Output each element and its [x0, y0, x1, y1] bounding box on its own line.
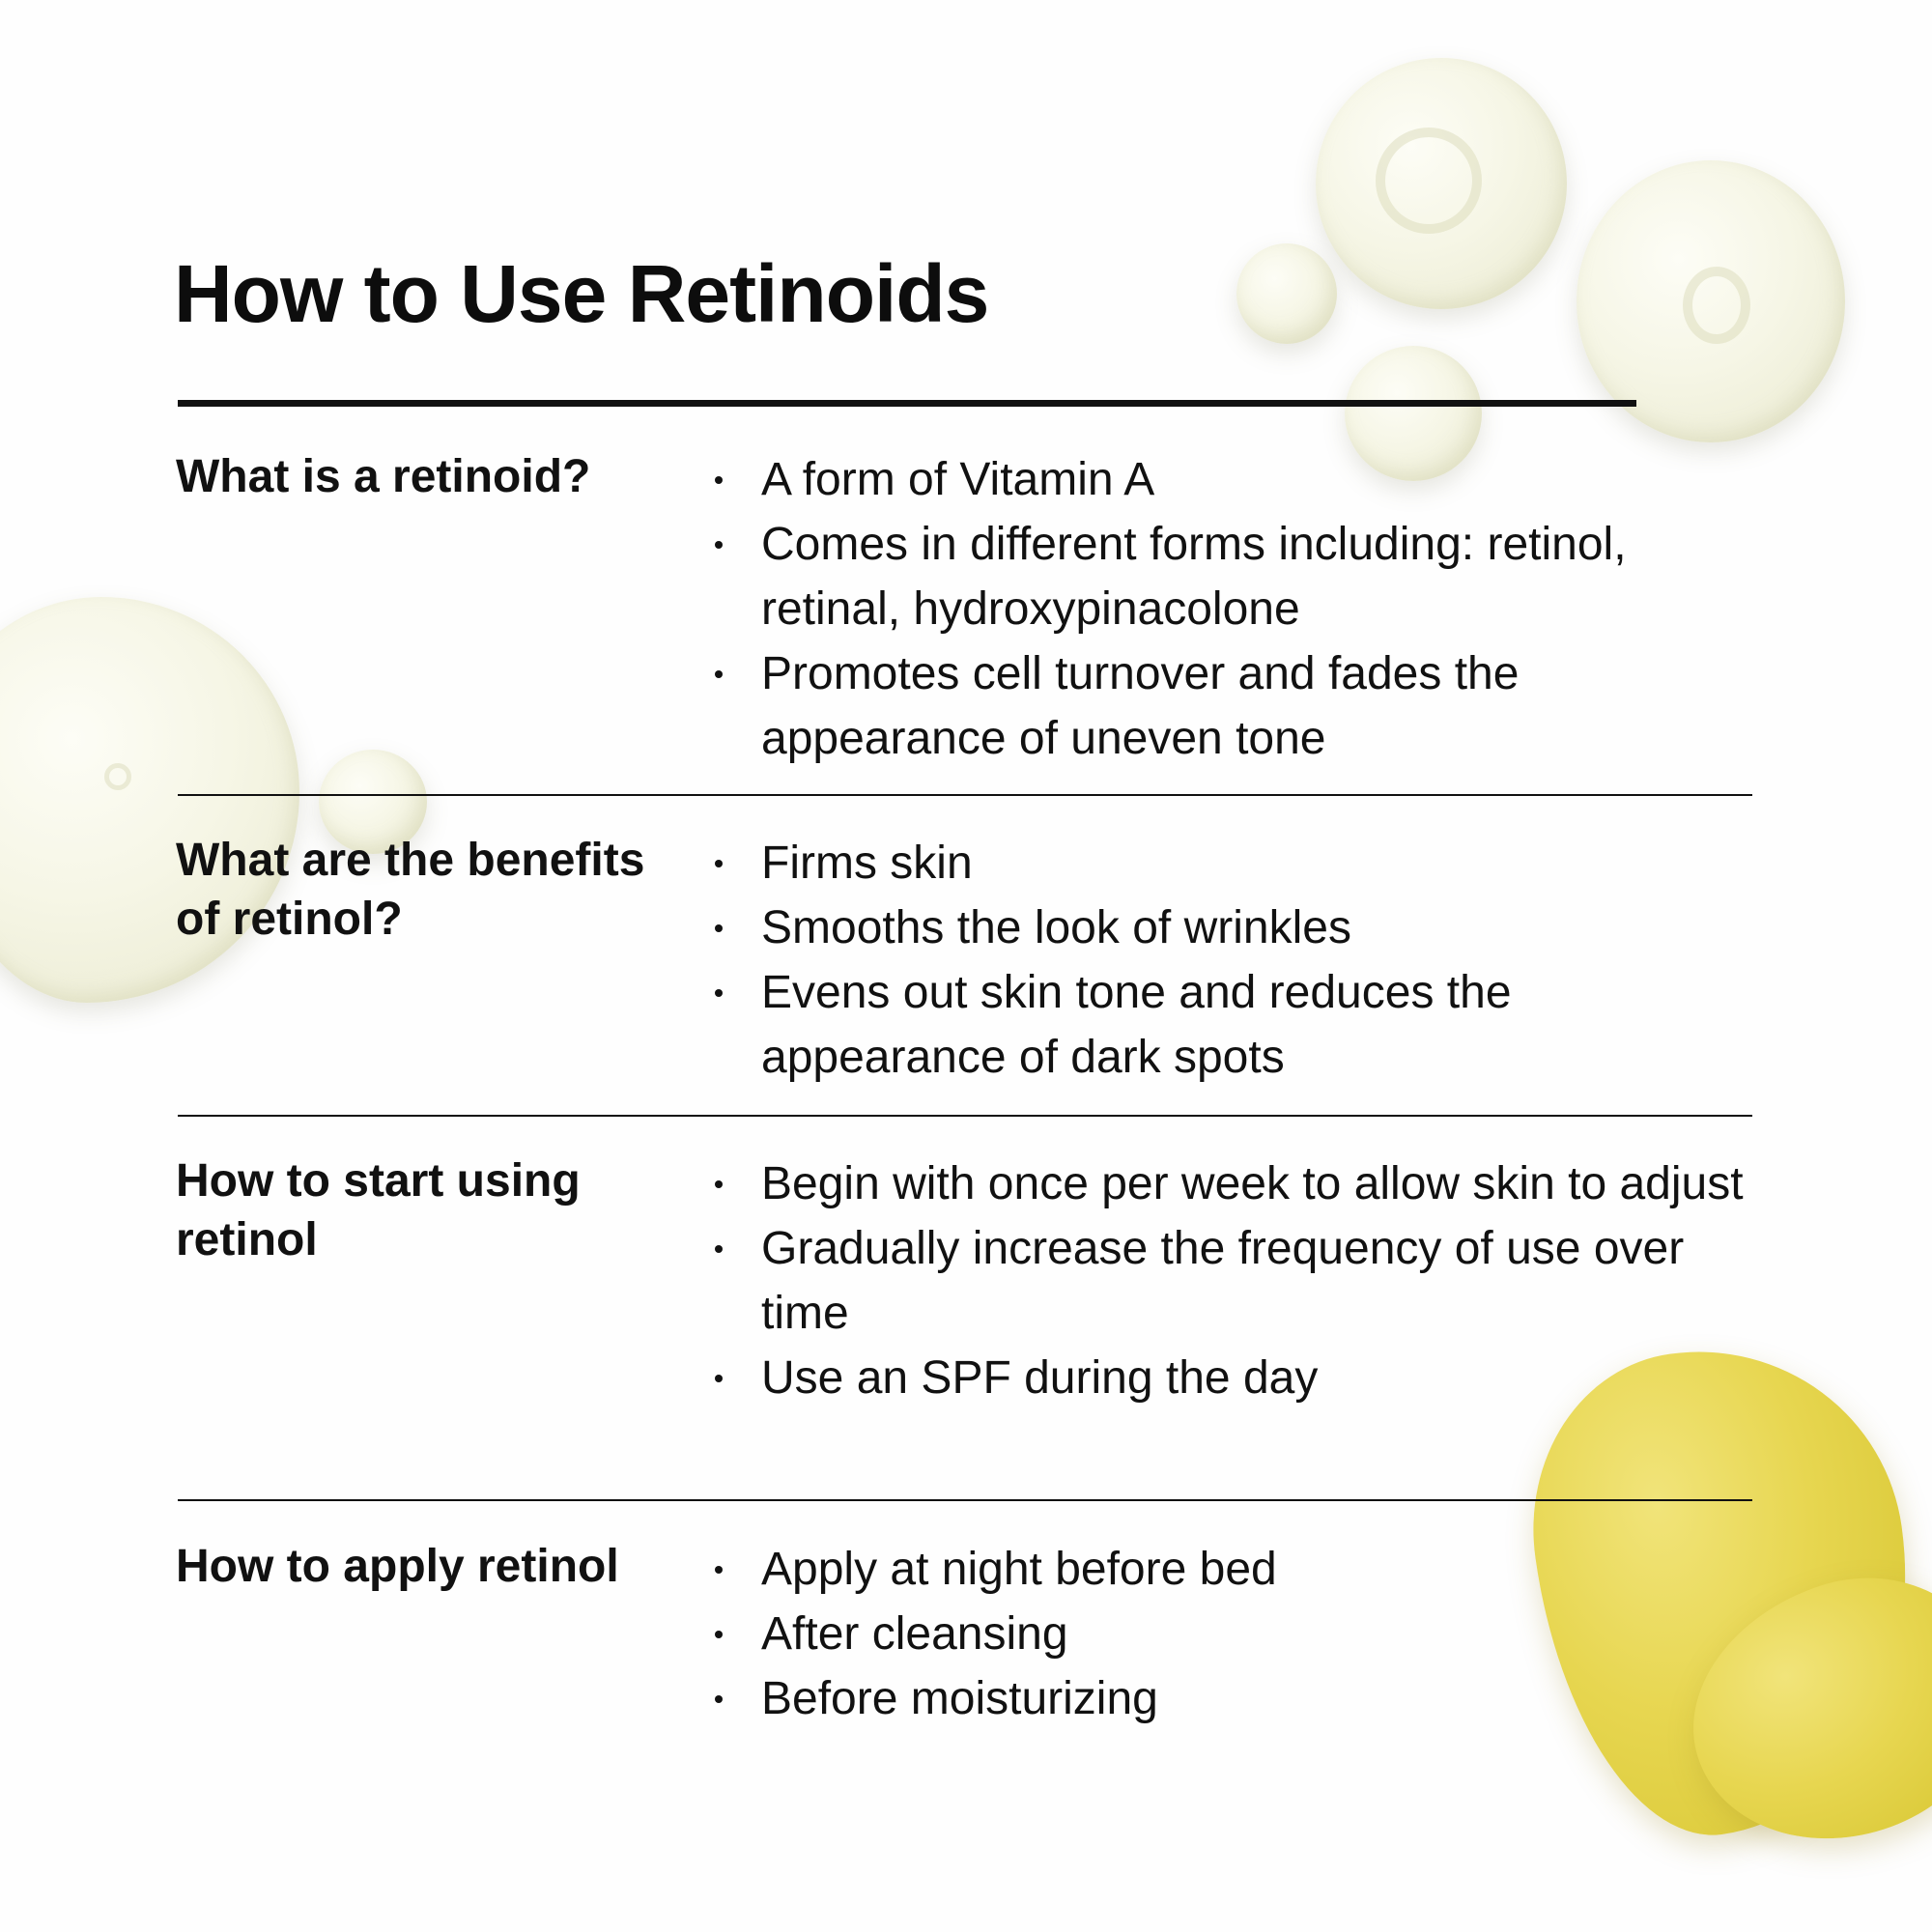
section-points [715, 1151, 1758, 1410]
section-points [715, 1537, 1758, 1731]
section-divider [178, 1115, 1752, 1117]
title-underline [178, 400, 1636, 407]
list-item: Begin with once per week to allow skin to adjust [715, 1151, 1758, 1216]
list-item: Smooths the look of wrinkles [715, 895, 1758, 960]
section-question: How to apply retinol [176, 1541, 619, 1592]
list-item: After cleansing [715, 1602, 1758, 1666]
section-divider [178, 1499, 1752, 1501]
list-item: Before moisturizing [715, 1666, 1758, 1731]
bullet-icon [715, 1245, 723, 1253]
list-item: Firms skin [715, 831, 1758, 895]
bullet-icon [715, 476, 723, 484]
list-item: Comes in different forms including: retinol, retinal, hydroxypinacolone [715, 512, 1758, 641]
section-divider [178, 794, 1752, 796]
section-question: What are the benefits of retinol? [176, 835, 645, 945]
bullet-icon [715, 1375, 723, 1382]
list-item: Apply at night before bed [715, 1537, 1758, 1602]
section-question: How to start using retinol [176, 1155, 581, 1265]
page-title: How to Use Retinoids [174, 248, 989, 339]
section-points [715, 447, 1758, 771]
section-points [715, 831, 1758, 1090]
bullet-icon [715, 860, 723, 867]
list-item: Promotes cell turnover and fades the appearance of uneven tone [715, 641, 1758, 771]
list-item: Use an SPF during the day [715, 1346, 1758, 1410]
list-item: Evens out skin tone and reduces the appearance of dark spots [715, 960, 1758, 1090]
bullet-icon [715, 924, 723, 932]
bullet-icon [715, 1180, 723, 1188]
list-item: A form of Vitamin A [715, 447, 1758, 512]
cream-droplet-large [1316, 58, 1567, 309]
bullet-icon [715, 1695, 723, 1703]
cream-droplet-small [1236, 243, 1337, 344]
bullet-icon [715, 989, 723, 997]
bullet-icon [715, 670, 723, 678]
bullet-icon [715, 541, 723, 549]
section-question: What is a retinoid? [176, 451, 591, 502]
bullet-icon [715, 1631, 723, 1638]
list-item: Gradually increase the frequency of use over time [715, 1216, 1758, 1346]
bullet-icon [715, 1566, 723, 1574]
